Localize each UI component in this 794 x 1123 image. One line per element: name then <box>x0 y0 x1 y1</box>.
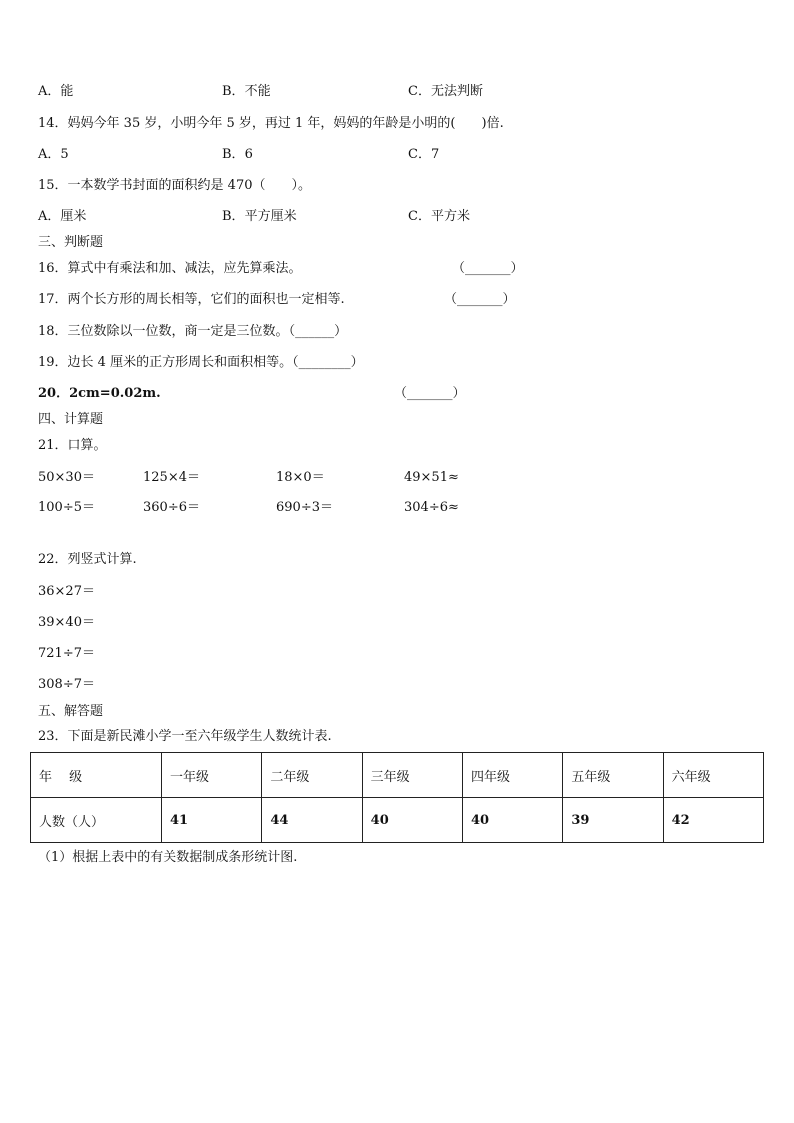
table-header-cell: 年 级 <box>31 753 162 798</box>
q21-item: 49×51≈ <box>404 470 459 485</box>
section-heading-calc: 四、计算题 <box>38 412 104 427</box>
q22-item: 721÷7＝ <box>38 646 95 661</box>
q17-answer-blank: （_______） <box>444 292 516 307</box>
q21-item: 690÷3＝ <box>276 500 333 515</box>
table-header-cell: 四年级 <box>462 753 562 798</box>
q21-item: 50×30＝ <box>38 470 95 485</box>
q19-question: 19．边长 4 厘米的正方形周长和面积相等。（________） <box>38 355 364 370</box>
q13-option-c: C．无法判断 <box>408 84 483 99</box>
q20-answer-blank: （_______） <box>394 386 466 401</box>
q14-option-b: B．6 <box>222 147 253 162</box>
q22-item: 36×27＝ <box>38 584 95 599</box>
q16-answer-blank: （_______） <box>452 261 524 276</box>
q22-item: 308÷7＝ <box>38 677 95 692</box>
q21-question: 21．口算。 <box>38 438 107 453</box>
table-cell: 41 <box>162 798 262 843</box>
section-heading-judge: 三、判断题 <box>38 235 104 250</box>
q22-question: 22．列竖式计算. <box>38 552 137 567</box>
q14-question: 14．妈妈今年 35 岁，小明今年 5 岁，再过 1 年，妈妈的年龄是小明的( )倍. <box>38 116 504 131</box>
q15-option-c: C．平方米 <box>408 209 470 224</box>
table-header-row <box>31 753 764 798</box>
q21-item: 125×4＝ <box>143 470 200 485</box>
table-cell: 44 <box>262 798 362 843</box>
table-row <box>31 798 764 843</box>
table-row-label: 人数（人） <box>31 798 162 843</box>
q17-question: 17．两个长方形的周长相等，它们的面积也一定相等. <box>38 292 345 307</box>
table-header-cell: 二年级 <box>262 753 362 798</box>
table-cell: 42 <box>663 798 763 843</box>
q18-answer-blank: （______） <box>288 324 348 339</box>
q15-option-a: A．厘米 <box>38 209 87 224</box>
q21-item: 360÷6＝ <box>143 500 200 515</box>
table-header-cell: 三年级 <box>362 753 462 798</box>
q21-item: 304÷6≈ <box>404 500 459 515</box>
table-cell: 40 <box>462 798 562 843</box>
q21-item: 100÷5＝ <box>38 500 95 515</box>
q15-question: 15．一本数学书封面的面积约是 470（ ）。 <box>38 178 311 193</box>
table-header-cell: 一年级 <box>162 753 262 798</box>
q22-item: 39×40＝ <box>38 615 95 630</box>
table-cell: 40 <box>362 798 462 843</box>
table-header-cell: 六年级 <box>663 753 763 798</box>
q14-option-a: A．5 <box>38 147 69 162</box>
q19-answer-blank: （________） <box>292 355 364 370</box>
student-count-table <box>30 752 764 843</box>
q20-question: 20．2cm=0.02m. <box>38 386 161 401</box>
q18-question: 18．三位数除以一位数，商一定是三位数。（______） <box>38 324 348 339</box>
section-heading-solve: 五、解答题 <box>38 704 104 719</box>
q15-option-b: B．平方厘米 <box>222 209 297 224</box>
q14-option-c: C．7 <box>408 147 440 162</box>
q23-question: 23．下面是新民滩小学一至六年级学生人数统计表. <box>38 729 332 744</box>
table-header-cell: 五年级 <box>563 753 663 798</box>
q21-item: 18×0＝ <box>276 470 325 485</box>
q13-option-a: A．能 <box>38 84 74 99</box>
table-cell: 39 <box>563 798 663 843</box>
q13-option-b: B．不能 <box>222 84 271 99</box>
q16-question: 16．算式中有乘法和加、减法，应先算乘法。 <box>38 261 302 276</box>
q23-subquestion-1: （1）根据上表中的有关数据制成条形统计图. <box>38 850 298 865</box>
